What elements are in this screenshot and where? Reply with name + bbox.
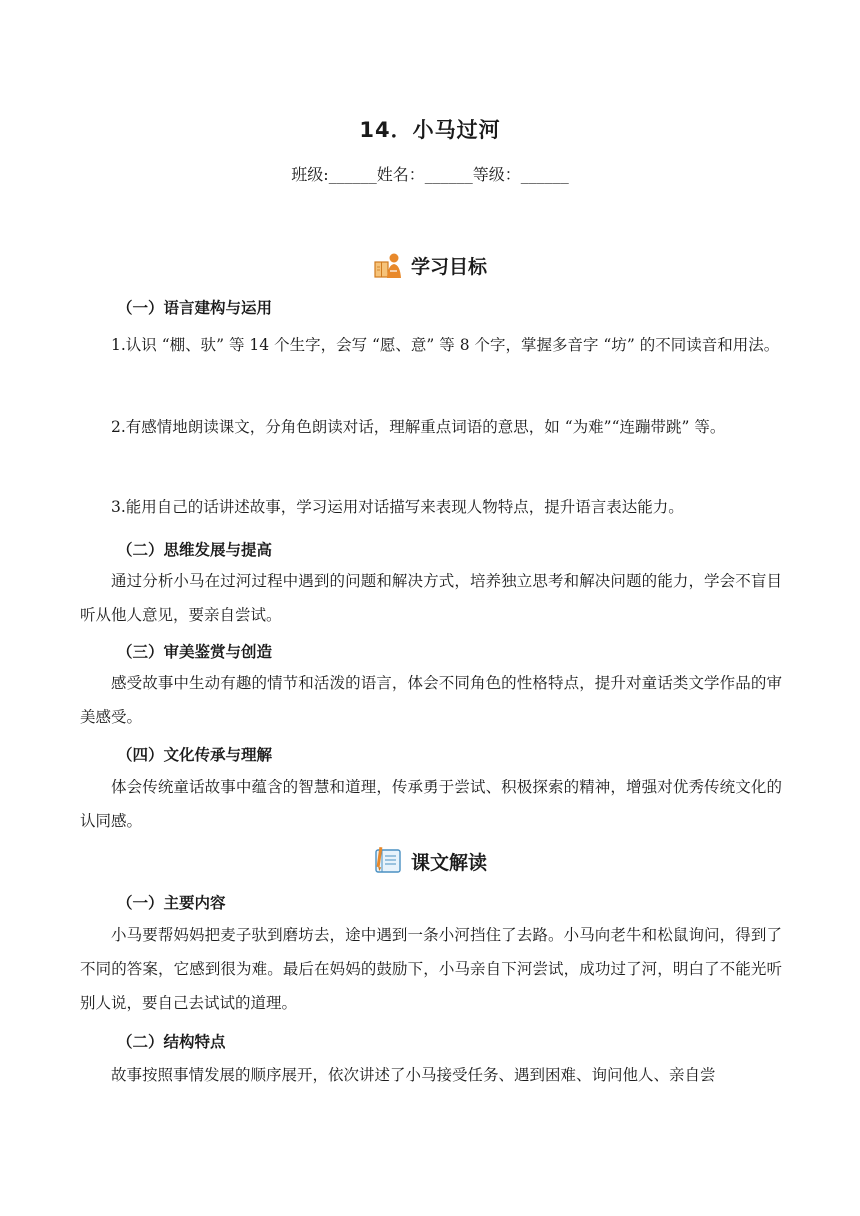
section-heading-text: 课文解读 <box>410 851 487 874</box>
subsection-heading: （一）语言建构与运用 <box>117 299 273 317</box>
subsection-heading: （三）审美鉴赏与创造 <box>117 643 273 661</box>
subsection-heading: （二）思维发展与提高 <box>117 541 273 559</box>
reading-person-icon <box>373 250 403 280</box>
subsection-heading: （四）文化传承与理解 <box>117 746 273 764</box>
section-heading-learning-goals <box>0 250 860 280</box>
paragraph: 故事按照事情发展的顺序展开，依次讲述了小马接受任务、遇到困难、询问他人、亲自尝 <box>111 1066 716 1084</box>
paragraph: 3.能用自己的话讲述故事，学习运用对话描写来表现人物特点，提升语言表达能力。 <box>111 498 684 516</box>
paragraph: 小马要帮妈妈把麦子驮到磨坊去，途中遇到一条小河挡住了去路。小马向老牛和松鼠询问，得到了不同的答案，它感到很为难。最后在妈妈的鼓励下，小马亲自下河尝试，成功过了河，明白了不能光听别人说，要自己去试试的道理。 <box>80 926 782 1012</box>
subsection-heading: （一）主要内容 <box>117 894 226 912</box>
subsection-heading: （二）结构特点 <box>117 1033 226 1051</box>
paragraph: 通过分析小马在过河过程中遇到的问题和解决方式，培养独立思考和解决问题的能力，学会不盲目听从他人意见，要亲自尝试。 <box>80 572 782 624</box>
paragraph: 2.有感情地朗读课文，分角色朗读对话，理解重点词语的意思，如 “为难”“连蹦带跳” 等。 <box>111 418 726 436</box>
section-heading-text: 学习目标 <box>410 255 487 278</box>
student-info-line: 班级:______姓名：______等级：______ <box>291 165 569 184</box>
page-title: 14．小马过河 <box>359 118 501 142</box>
section-heading-text-analysis <box>0 846 860 876</box>
paragraph: 1.认识 “棚、驮” 等 14 个生字，会写 “愿、意” 等 8 个字，掌握多音字 “坊” 的不同读音和用法。 <box>111 336 780 354</box>
notebook-pen-icon <box>373 846 403 876</box>
paragraph: 体会传统童话故事中蕴含的智慧和道理，传承勇于尝试、积极探索的精神，增强对优秀传统文化的认同感。 <box>80 778 782 830</box>
paragraph: 感受故事中生动有趣的情节和活泼的语言，体会不同角色的性格特点，提升对童话类文学作品的审美感受。 <box>80 674 782 726</box>
